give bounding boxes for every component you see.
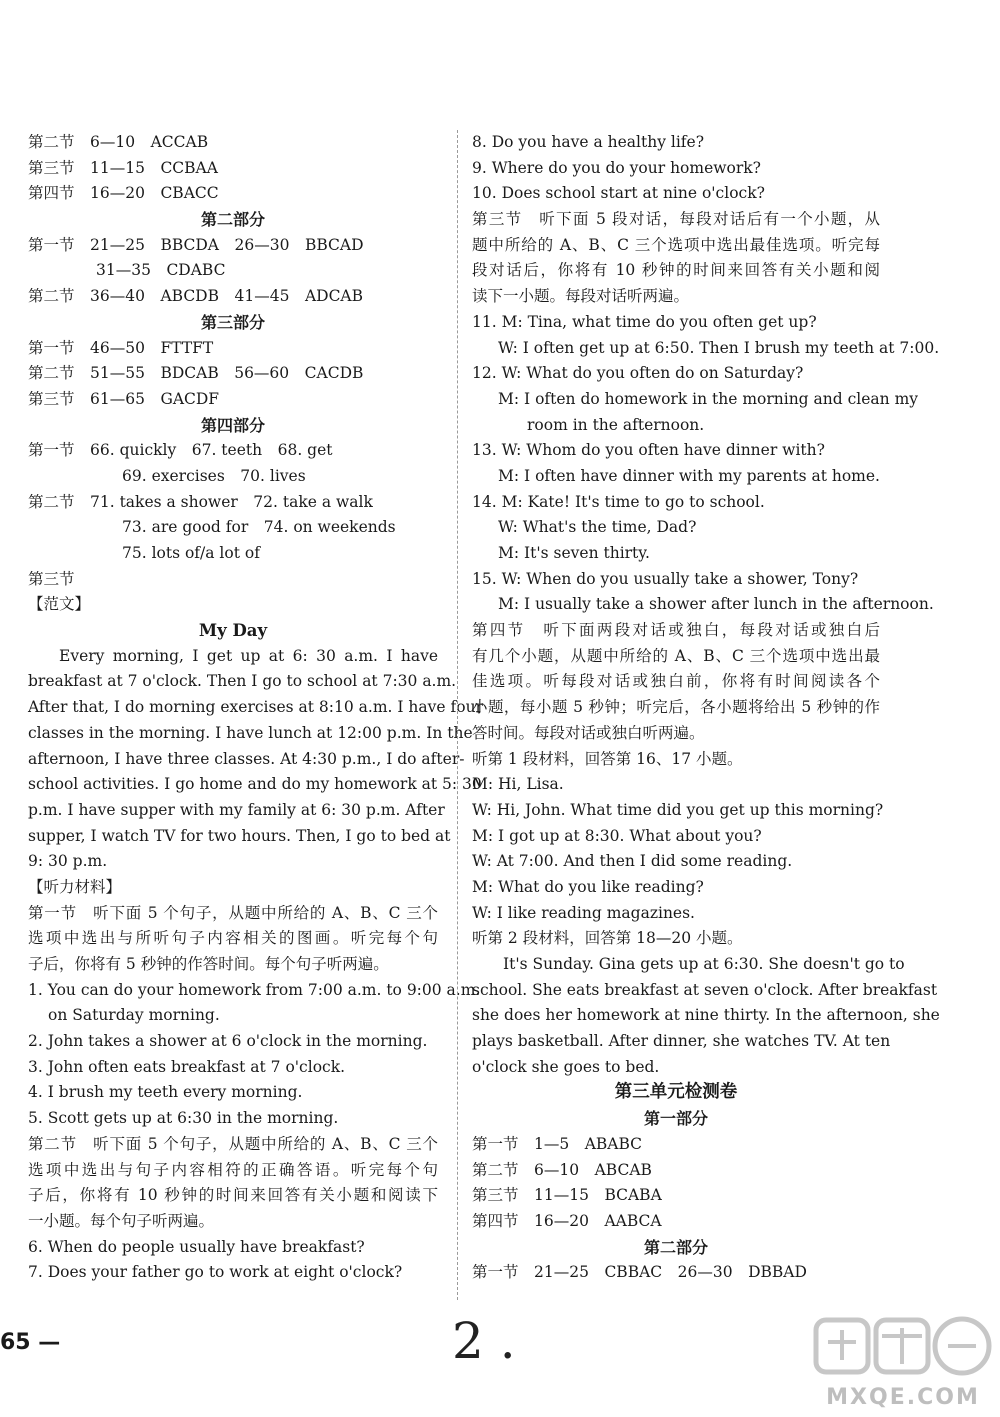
passage-line: It's Sunday. Gina gets up at 6:30. She doesn't go to bbox=[503, 955, 905, 973]
conversation-line: W: I like reading magazines. bbox=[472, 903, 695, 922]
answer-line: 第二节 51—55 BDCAB 56—60 CACDB bbox=[28, 364, 364, 383]
transcript-line: 10. Does school start at nine o'clock? bbox=[472, 184, 765, 203]
transcript-line: 6. When do people usually have breakfast? bbox=[28, 1237, 365, 1256]
essay-line: 9: 30 p.m. bbox=[28, 852, 108, 871]
answer-line: 第一节 1—5 ABABC bbox=[472, 1134, 643, 1153]
instruction-line: 有几个小题，从题中所给的 A、B、C 三个选项中选出最 bbox=[472, 646, 880, 665]
instruction-line: 答时间。每段对话或独白听两遍。 bbox=[472, 723, 705, 742]
answer-line: 第三节 bbox=[28, 569, 75, 588]
essay-line: breakfast at 7 o'clock. Then I go to school at 7:30 a.m. bbox=[28, 672, 457, 691]
dialogue-line: M: I usually take a shower after lunch in the afternoon. bbox=[498, 595, 934, 614]
instruction-line: 第四节 听下面两段对话或独白，每段对话或独白后 bbox=[472, 621, 880, 640]
answer-line: 第一节 21—25 BBCDA 26—30 BBCAD bbox=[28, 235, 364, 254]
conversation-line: M: What do you like reading? bbox=[472, 877, 704, 896]
passage-line: plays basketball. After dinner, she watches TV. At ten bbox=[472, 1032, 891, 1051]
unit-title: 第三单元检测卷 bbox=[614, 1082, 738, 1103]
watermark-logo bbox=[808, 1312, 998, 1412]
transcript-line: 7. Does your father go to work at eight o'clock? bbox=[28, 1263, 403, 1282]
answer-line: 73. are good for 74. on weekends bbox=[122, 518, 396, 537]
answer-line: 69. exercises 70. lives bbox=[122, 466, 306, 485]
conversation-line: W: At 7:00. And then I did some reading. bbox=[472, 852, 793, 871]
transcript-line: 5. Scott gets up at 6:30 in the morning. bbox=[28, 1109, 339, 1128]
answer-line: 第四节 16—20 AABCA bbox=[472, 1211, 662, 1230]
instruction-line: 子后，你将有 10 秒钟的时间来回答有关小题和阅读下 bbox=[28, 1186, 438, 1205]
passage-line: o'clock she goes to bed. bbox=[472, 1057, 660, 1076]
dialogue-line: M: I often do homework in the morning and clean my bbox=[498, 389, 919, 408]
conversation-line: W: Hi, John. What time did you get up this morning? bbox=[472, 800, 884, 819]
answer-line: 第三节 61—65 GACDF bbox=[28, 389, 220, 408]
conversation-line: M: I got up at 8:30. What about you? bbox=[472, 826, 762, 845]
transcript-line: 4. I brush my teeth every morning. bbox=[28, 1083, 303, 1102]
essay-line: p.m. I have supper with my family at 6: 30 p.m. After bbox=[28, 800, 445, 819]
answer-line: 第二节 6—10 ACCAB bbox=[28, 133, 209, 151]
transcript-line: on Saturday morning. bbox=[48, 1006, 220, 1025]
part-heading: 第二部分 bbox=[200, 210, 265, 230]
dialogue-line: 11. M: Tina, what time do you often get up? bbox=[472, 312, 817, 331]
dialogue-line: 14. M: Kate! It's time to go to school. bbox=[472, 492, 765, 511]
passage-line: she does her homework at nine thirty. In the afternoon, she bbox=[472, 1006, 940, 1025]
dialogue-line: M: I often have dinner with my parents at home. bbox=[498, 466, 880, 485]
instruction-line: 佳选项。听每段对话或独白前，你将有时间阅读各个 bbox=[472, 672, 880, 691]
instruction-line: 小题，每小题 5 秒钟；听完后，各小题将给出 5 秒钟的作 bbox=[472, 698, 880, 717]
instruction-line: 段对话后，你将有 10 秒钟的时间来回答有关小题和阅 bbox=[472, 261, 880, 280]
page-number: 65 — bbox=[0, 1330, 61, 1355]
answer-line: 第二节 71. takes a shower 72. take a walk bbox=[28, 492, 373, 511]
answer-line: 第三节 11—15 CCBAA bbox=[28, 158, 218, 177]
instruction-line: 选项中选出与句子内容相符的正确答语。听完每个句 bbox=[28, 1160, 438, 1179]
answer-line: 75. lots of/a lot of bbox=[122, 544, 260, 562]
transcript-line: 9. Where do you do your homework? bbox=[472, 158, 761, 177]
dialogue-line: W: What's the time, Dad? bbox=[498, 518, 697, 537]
part-heading: 第二部分 bbox=[643, 1237, 708, 1257]
answer-line: 第四节 16—20 CBACC bbox=[28, 184, 219, 203]
material-label: 听第 1 段材料，回答第 16、17 小题。 bbox=[472, 749, 743, 768]
passage-line: school. She eats breakfast at seven o'clock. After breakfast bbox=[472, 980, 938, 999]
conversation-line: M: Hi, Lisa. bbox=[472, 775, 564, 794]
transcript-line: 1. You can do your homework from 7:00 a.m. to 9:00 a.m. bbox=[28, 980, 481, 999]
dialogue-line: M: It's seven thirty. bbox=[498, 544, 650, 562]
instruction-line: 第一节 听下面 5 个句子，从题中所给的 A、B、C 三个 bbox=[28, 903, 438, 922]
answer-line: 31—35 CDABC bbox=[96, 261, 226, 280]
essay-line: school activities. I go home and do my homework at 5: 30 bbox=[28, 775, 482, 794]
handwritten-mark: 2 . bbox=[452, 1312, 516, 1370]
right-column bbox=[472, 130, 940, 1286]
dialogue-line: 15. W: When do you usually take a shower, Tony? bbox=[472, 569, 859, 588]
watermark-seal-icon bbox=[808, 1312, 998, 1382]
transcript-line: 2. John takes a shower at 6 o'clock in the morning. bbox=[28, 1032, 428, 1051]
section-label: 【范文】 bbox=[28, 595, 91, 614]
watermark-text: MXQE.COM bbox=[826, 1385, 980, 1410]
answer-line: 第一节 46—50 FTTFT bbox=[28, 338, 214, 357]
dialogue-line: 13. W: Whom do you often have dinner with? bbox=[472, 441, 825, 460]
essay-line: Every morning, I get up at 6: 30 a.m. I have bbox=[59, 646, 438, 665]
transcript-line: 8. Do you have a healthy life? bbox=[472, 133, 705, 151]
answer-line: 第三节 11—15 BCABA bbox=[472, 1186, 662, 1205]
essay-line: classes in the morning. I have lunch at 12:00 p.m. In the bbox=[28, 723, 473, 742]
essay-line: afternoon, I have three classes. At 4:30 p.m., I do after- bbox=[28, 749, 465, 768]
instruction-line: 第二节 听下面 5 个句子，从题中所给的 A、B、C 三个 bbox=[28, 1134, 438, 1153]
instruction-line: 一小题。每个句子听两遍。 bbox=[28, 1211, 215, 1230]
dialogue-line: 12. W: What do you often do on Saturday? bbox=[472, 364, 804, 383]
section-label: 【听力材料】 bbox=[28, 877, 122, 896]
part-heading: 第四部分 bbox=[200, 415, 265, 435]
transcript-line: 3. John often eats breakfast at 7 o'clock. bbox=[28, 1057, 346, 1076]
part-heading: 第三部分 bbox=[200, 312, 265, 332]
column-divider bbox=[457, 130, 458, 1300]
answer-line: 第一节 21—25 CBBAC 26—30 DBBAD bbox=[472, 1263, 807, 1282]
answer-line: 第一节 66. quickly 67. teeth 68. get bbox=[28, 441, 333, 460]
essay-line: After that, I do morning exercises at 8:10 a.m. I have four bbox=[28, 698, 483, 717]
part-heading: 第一部分 bbox=[643, 1109, 708, 1129]
dialogue-line: W: I often get up at 6:50. Then I brush my teeth at 7:00. bbox=[498, 338, 940, 357]
answer-line: 第二节 6—10 ABCAB bbox=[472, 1160, 652, 1179]
instruction-line: 读下一小题。每段对话听两遍。 bbox=[472, 287, 690, 306]
instruction-line: 选项中选出与所听句子内容相关的图画。听完每个句 bbox=[28, 929, 438, 948]
material-label: 听第 2 段材料，回答第 18—20 小题。 bbox=[472, 929, 743, 948]
instruction-line: 题中所给的 A、B、C 三个选项中选出最佳选项。听完每 bbox=[472, 235, 880, 254]
essay-line: supper, I watch TV for two hours. Then, I go to bed at bbox=[28, 826, 451, 845]
dialogue-line: room in the afternoon. bbox=[527, 415, 705, 434]
answer-line: 第二节 36—40 ABCDB 41—45 ADCAB bbox=[28, 287, 364, 306]
left-column bbox=[28, 130, 483, 1286]
instruction-line: 第三节 听下面 5 段对话，每段对话后有一个小题，从 bbox=[472, 210, 880, 229]
essay-title: My Day bbox=[198, 621, 268, 641]
instruction-line: 子后，你将有 5 秒钟的作答时间。每个句子听两遍。 bbox=[28, 955, 389, 973]
